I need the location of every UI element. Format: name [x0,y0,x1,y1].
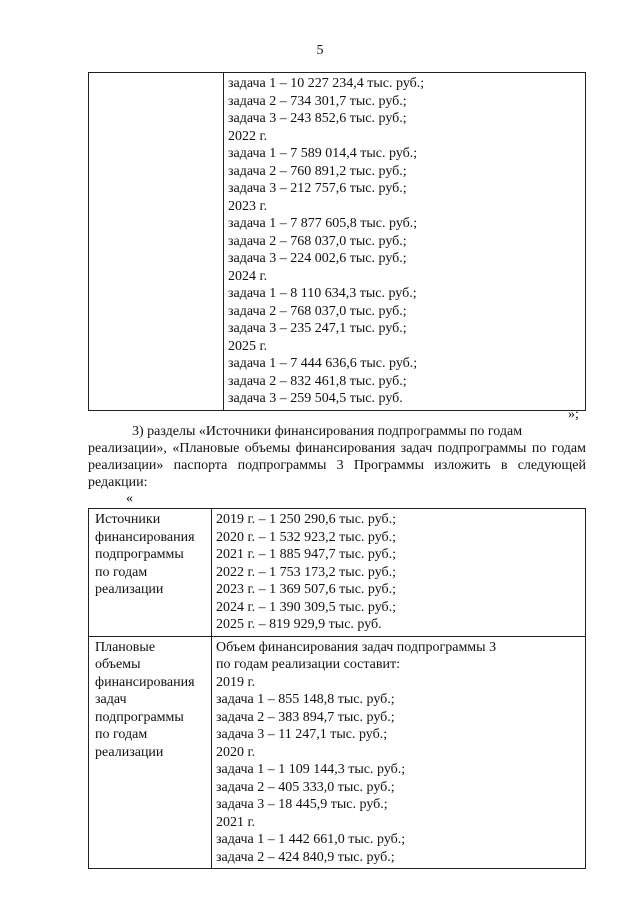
table-line: 2024 г. – 1 390 309,5 тыс. руб.; [216,599,397,615]
table-line: по годам реализации составит: [216,657,400,672]
table-line: задача 1 – 1 442 661,0 тыс. руб.; [216,832,406,847]
table-line: задача 3 – 259 504,5 тыс. руб. [228,391,403,406]
table-line: 2022 г. – 1 753 173,2 тыс. руб.; [216,564,397,580]
year-label: 2021 г. [216,814,256,830]
year-label: 2025 г. [228,338,268,354]
table-top-right-cell [224,73,586,411]
row-label-line: подпрограммы [95,547,184,562]
amendment-paragraph [88,423,586,491]
sources-values-cell [212,509,586,637]
table-line: задача 2 – 768 037,0 тыс. руб.; [228,233,407,249]
table-line: задача 3 – 243 852,6 тыс. руб.; [228,111,407,126]
year-label: 2020 г. [216,744,256,760]
table-line: задача 1 – 855 148,8 тыс. руб.; [216,692,395,707]
row-label-line: задач [95,692,127,707]
row-label-line: Плановые [95,639,156,655]
paragraph-first-line: 3) разделы «Источники финансирования подпрограммы по годам [132,424,523,439]
table-line: задача 2 – 734 301,7 тыс. руб.; [228,93,407,109]
subprogram-passport-table [88,508,586,869]
table-line: задача 2 – 424 840,9 тыс. руб.; [216,849,395,865]
row-label-line: финансирования [95,529,195,545]
table-line: 2019 г. – 1 250 290,6 тыс. руб.; [216,512,397,527]
year-label: 2023 г. [228,198,268,214]
table-line: задача 1 – 7 877 605,8 тыс. руб.; [228,216,418,231]
table-line: задача 2 – 760 891,2 тыс. руб.; [228,163,407,179]
table-line: задача 2 – 383 894,7 тыс. руб.; [216,709,395,725]
planned-volumes-label-cell [89,636,212,869]
row-label-line: по годам [95,727,148,742]
row-label-line: подпрограммы [95,709,184,725]
sources-label-cell [89,509,212,637]
page-number: 5 [316,43,324,58]
table-line: задача 3 – 212 757,6 тыс. руб.; [228,181,407,196]
table-line: 2021 г. – 1 885 947,7 тыс. руб.; [216,547,397,562]
row-label-line: реализации [95,582,164,597]
table-line: задача 1 – 7 444 636,6 тыс. руб.; [228,356,418,371]
table-line: задача 3 – 235 247,1 тыс. руб.; [228,321,407,336]
table-line: задача 1 – 10 227 234,4 тыс. руб.; [228,76,425,91]
table-line: задача 1 – 7 589 014,4 тыс. руб.; [228,146,418,161]
table-line: 2025 г. – 819 929,9 тыс. руб. [216,617,382,632]
table-top-left-cell [89,73,224,411]
row-label-line: объемы [95,657,141,672]
closing-quote: »; [568,407,579,422]
table-line: задача 1 – 8 110 634,3 тыс. руб.; [228,286,417,301]
year-label: 2022 г. [228,128,268,144]
table-line: задача 2 – 832 461,8 тыс. руб.; [228,373,407,389]
table-line: 2023 г. – 1 369 507,6 тыс. руб.; [216,582,397,597]
row-label-line: по годам [95,564,148,580]
table-line: задача 3 – 11 247,1 тыс. руб.; [216,727,388,742]
planned-volumes-values-cell [212,636,586,869]
table-line: задача 3 – 224 002,6 тыс. руб.; [228,251,407,266]
sources-row [89,509,586,637]
table-line: задача 2 – 405 333,0 тыс. руб.; [216,779,395,795]
table-line: задача 1 – 1 109 144,3 тыс. руб.; [216,762,406,777]
table-line: задача 2 – 768 037,0 тыс. руб.; [228,303,407,319]
year-label: 2019 г. [216,674,256,690]
year-label: 2024 г. [228,268,268,284]
table-line: Объем финансирования задач подпрограммы 3 [216,639,497,655]
planned-volumes-row [89,636,586,869]
financing-table-continued [88,72,586,411]
row-label-line: реализации [95,744,164,760]
opening-quote: « [126,491,133,506]
paragraph-body: реализации», «Плановые объемы финансирования задач подпрограммы по годам реализации» паспорта подпрограммы 3 Программы изложить в следующей редакции: [88,441,586,490]
row-label-line: финансирования [95,674,195,690]
table-line: 2020 г. – 1 532 923,2 тыс. руб.; [216,529,397,545]
row-label-line: Источники [95,512,161,527]
table-line: задача 3 – 18 445,9 тыс. руб.; [216,797,388,812]
